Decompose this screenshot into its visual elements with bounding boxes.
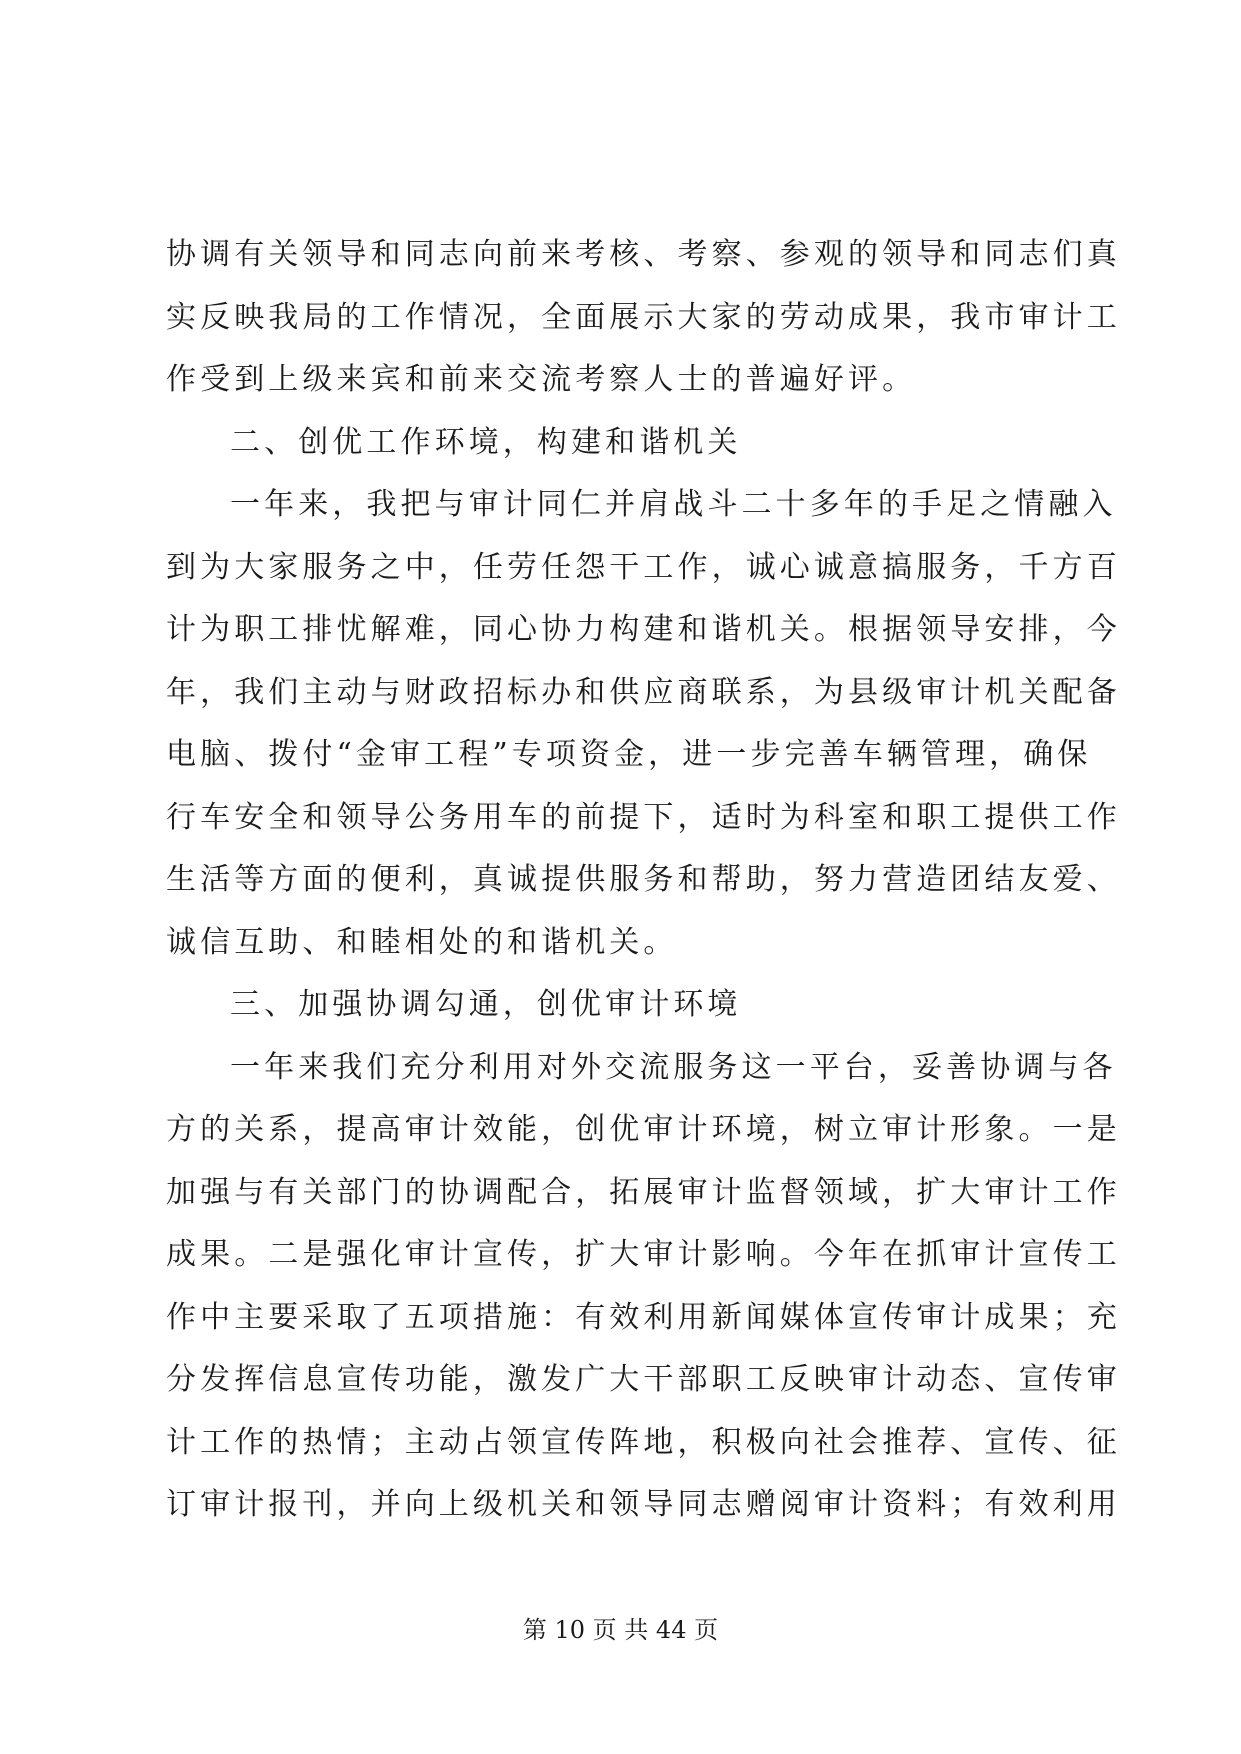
text-line: 年，我们主动与财政招标办和供应商联系，为县级审计机关配备 [166,674,1121,710]
section-heading: 三、加强协调勾通，创优审计环境 [230,987,742,1022]
text-line: 成果。二是强化审计宣传，扩大审计影响。今年在抓审计宣传工 [166,1237,1121,1272]
text-line: 实反映我局的工作情况，全面展示大家的劳动成果，我市审计工 [166,299,1121,335]
page-number-footer: 第 10 页 共 44 页 [522,1616,719,1644]
text-line: 作受到上级来宾和前来交流考察人士的普遍好评。 [166,362,917,397]
text-line: 电脑、拨付“金审工程”专项资金，进一步完善车辆管理，确保 [166,737,1092,772]
text-line: 一年来，我把与审计同仁并肩战斗二十多年的手足之情融入 [230,487,1117,522]
text-line: 作中主要采取了五项措施：有效利用新闻媒体宣传审计成果；充 [166,1299,1121,1335]
text-line: 到为大家服务之中，任劳任怨干工作，诚心诚意搞服务，千方百 [166,549,1121,585]
text-line: 一年来我们充分利用对外交流服务这一平台，妥善协调与各 [230,1049,1117,1085]
text-line: 计为职工排忧解难，同心协力构建和谐机关。根据领导安排，今 [166,612,1121,647]
text-line: 诚信互助、和睦相处的和谐机关。 [166,924,678,960]
text-line: 计工作的热情；主动占领宣传阵地，积极向社会推荐、宣传、征 [166,1424,1121,1460]
text-line: 生活等方面的便利，真诚提供服务和帮助，努力营造团结友爱、 [166,862,1121,897]
text-line: 分发挥信息宣传功能，激发广大干部职工反映审计动态、宣传审 [166,1362,1121,1397]
section-heading: 二、创优工作环境，构建和谐机关 [230,424,742,460]
text-line: 方的关系，提高审计效能，创优审计环境，树立审计形象。一是 [166,1112,1121,1147]
text-line: 协调有关领导和同志向前来考核、考察、参观的领导和同志们真 [166,237,1121,272]
body-text [166,224,1121,1537]
text-line: 加强与有关部门的协调配合，拓展审计监督领域，扩大审计工作 [166,1174,1121,1210]
text-line: 行车安全和领导公务用车的前提下，适时为科室和职工提供工作 [166,799,1121,835]
text-line: 订审计报刊，并向上级机关和领导同志赠阅审计资料；有效利用 [166,1487,1121,1522]
